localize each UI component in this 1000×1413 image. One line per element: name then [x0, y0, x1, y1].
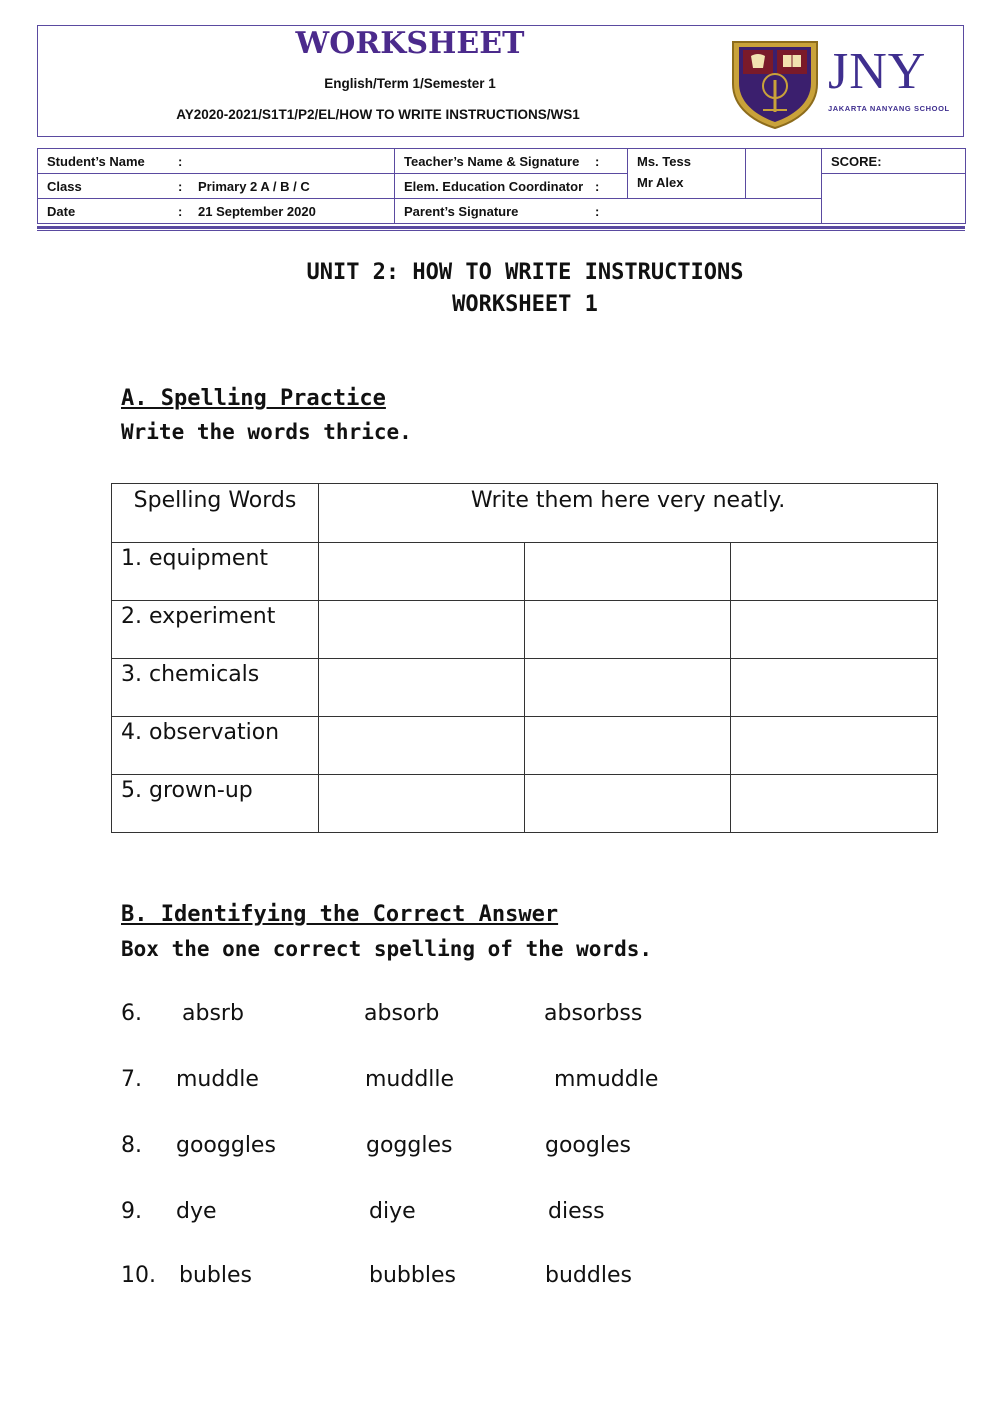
class-value: Primary 2 A / B / C: [198, 178, 310, 194]
answer-option[interactable]: absorbss: [544, 1001, 643, 1026]
write-cell[interactable]: [731, 775, 938, 833]
answer-option[interactable]: bubbles: [369, 1263, 456, 1288]
header-divider-thin: [37, 230, 965, 231]
section-a-instruction: Write the words thrice.: [121, 420, 412, 444]
answer-option[interactable]: absorb: [364, 1001, 440, 1026]
write-cell[interactable]: [319, 543, 525, 601]
student-info-table: [37, 148, 966, 224]
write-cell[interactable]: [731, 659, 938, 717]
question-number: 8.: [121, 1133, 142, 1158]
teacher-name-value: Ms. Tess: [637, 154, 691, 169]
write-cell[interactable]: [319, 775, 525, 833]
coordinator-name-value: Mr Alex: [637, 175, 684, 190]
score-label: SCORE:: [831, 153, 882, 169]
spelling-word: 2. experiment: [112, 601, 319, 659]
signature-cell[interactable]: [746, 149, 822, 199]
table-row: [112, 775, 938, 833]
spelling-word: 1. equipment: [112, 543, 319, 601]
write-cell[interactable]: [525, 601, 731, 659]
parent-signature-cell[interactable]: Parent’s Signature :: [395, 199, 822, 224]
write-cell[interactable]: [525, 543, 731, 601]
answer-option[interactable]: goggles: [366, 1133, 453, 1158]
write-cell[interactable]: [731, 601, 938, 659]
parent-signature-label: Parent’s Signature: [404, 203, 519, 219]
write-cell[interactable]: [319, 717, 525, 775]
section-b-instruction: Box the one correct spelling of the words.: [121, 937, 653, 961]
school-logo-subtext: JAKARTA NANYANG SCHOOL: [828, 104, 950, 113]
answer-option[interactable]: googgles: [176, 1133, 276, 1158]
section-b-heading: B. Identifying the Correct Answer: [121, 902, 559, 927]
school-logo-text: JNY: [828, 43, 927, 100]
table-row: [112, 659, 938, 717]
table-row: [112, 601, 938, 659]
table-row: [112, 543, 938, 601]
answer-option[interactable]: mmuddle: [554, 1067, 659, 1092]
answer-option[interactable]: muddlle: [365, 1067, 455, 1092]
question-number: 7.: [121, 1067, 142, 1092]
date-value: 21 September 2020: [198, 203, 316, 219]
unit-title-line1: UNIT 2: HOW TO WRITE INSTRUCTIONS: [306, 260, 744, 285]
answer-option[interactable]: diye: [369, 1199, 416, 1224]
table-header-row: [112, 484, 938, 543]
class-label: Class: [47, 178, 82, 194]
spelling-table: [111, 483, 938, 833]
unit-title-line2: WORKSHEET 1: [452, 292, 598, 317]
school-crest-icon: [729, 36, 821, 130]
score-value-cell[interactable]: [822, 174, 966, 224]
answer-option[interactable]: dye: [176, 1199, 217, 1224]
teacher-label-cell: Teacher’s Name & Signature :: [395, 149, 628, 174]
answer-option[interactable]: buddles: [545, 1263, 632, 1288]
write-cell[interactable]: [731, 543, 938, 601]
class-cell: Class : Primary 2 A / B / C: [38, 174, 395, 199]
worksheet-title: WORKSHEET: [295, 26, 525, 61]
unit-title: [150, 257, 900, 321]
write-cell[interactable]: [319, 659, 525, 717]
question-number: 6.: [121, 1001, 142, 1026]
spelling-words-header: Spelling Words: [112, 484, 319, 543]
header-divider: [37, 226, 965, 229]
answer-option[interactable]: diess: [548, 1199, 605, 1224]
spelling-word: 5. grown-up: [112, 775, 319, 833]
section-a-heading: A. Spelling Practice: [121, 386, 386, 411]
answer-option[interactable]: muddle: [176, 1067, 259, 1092]
coordinator-label: Elem. Education Coordinator: [404, 178, 584, 194]
write-cell[interactable]: [319, 601, 525, 659]
answer-option[interactable]: absrb: [182, 1001, 244, 1026]
student-name-cell[interactable]: Student’s Name :: [38, 149, 395, 174]
teacher-label: Teacher’s Name & Signature: [404, 153, 580, 169]
table-row: [112, 717, 938, 775]
write-cell[interactable]: [525, 659, 731, 717]
spelling-word: 4. observation: [112, 717, 319, 775]
question-number: 9.: [121, 1199, 142, 1224]
question-number: 10.: [121, 1263, 156, 1288]
student-name-label: Student’s Name: [47, 153, 145, 169]
date-cell: Date : 21 September 2020: [38, 199, 395, 224]
spelling-word: 3. chemicals: [112, 659, 319, 717]
answer-option[interactable]: googles: [545, 1133, 631, 1158]
teacher-names-cell: [628, 149, 746, 199]
write-cell[interactable]: [525, 717, 731, 775]
worksheet-code: AY2020-2021/S1T1/P2/EL/HOW TO WRITE INSTRUCTIONS/WS1: [176, 107, 580, 122]
write-cell[interactable]: [525, 775, 731, 833]
date-label: Date: [47, 203, 76, 219]
coordinator-label-cell: Elem. Education Coordinator :: [395, 174, 628, 199]
write-here-header: Write them here very neatly.: [319, 484, 938, 543]
write-cell[interactable]: [731, 717, 938, 775]
score-label-cell: [822, 149, 966, 174]
worksheet-subtitle: English/Term 1/Semester 1: [324, 76, 496, 91]
answer-option[interactable]: bubles: [179, 1263, 252, 1288]
